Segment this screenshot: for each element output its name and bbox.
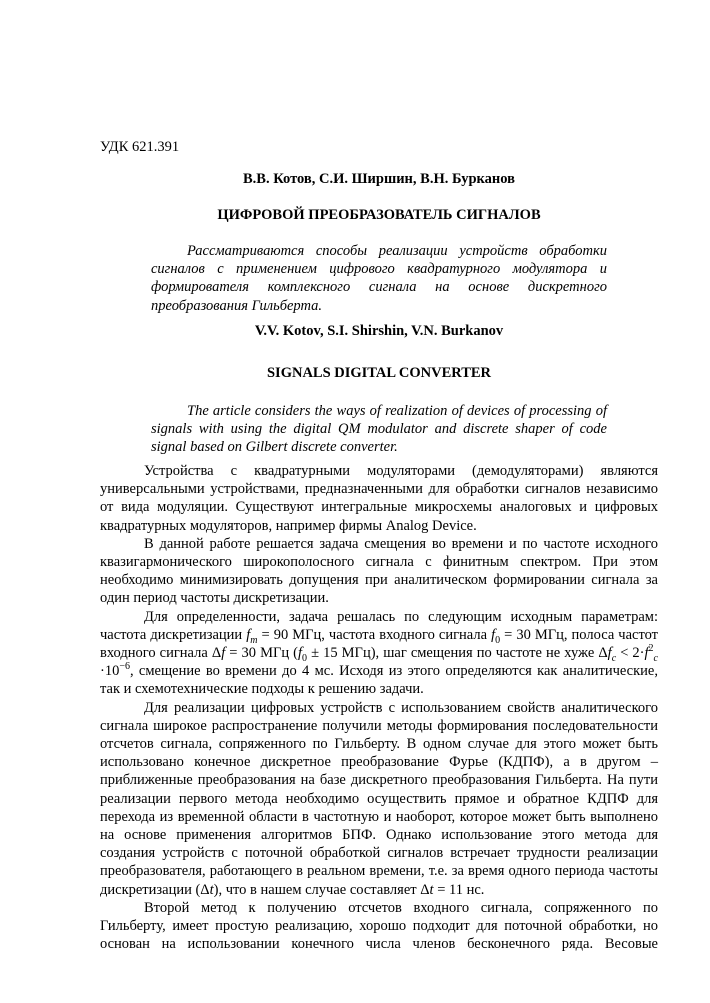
authors-ru: В.В. Котов, С.И. Ширшин, В.Н. Бурканов	[243, 171, 515, 187]
abstract-ru	[151, 242, 607, 315]
paragraph-5: Второй метод к получению отсчетов входного сигнала, сопряженного по Гильберту, имеет простую реализацию, хорошо подходит для поточной обработки, но основан на использовании конечного числа членов бесконечного ряда. Весовые	[100, 899, 658, 953]
paragraph-2: В данной работе решается задача смещения во времени и по частоте исходного квазигармонического широкополосного сигнала с финитным спектром. При этом необходимо минимизировать допущения при аналитическом формировании сигнала за один период частоты дискретизации.	[100, 535, 658, 607]
abstract-en-text: The article considers the ways of realization of devices of processing of signals with using the digital QM modulator and discrete shaper of code signal based on Gilbert discrete converter.	[151, 403, 607, 456]
paragraph-3: Для определенности, задача решалась по следующим исходным параметрам: частота дискретизации $f_m = 90$ МГц, частота входного сигнала $f_0 = 30$ МГц, полоса частот входного сигнала Δf = 30 МГц ($f_0 \pm 15$ МГц), шаг смещения по частоте не хуже $\Delta f_c < 2\cdot f^2_c \cdot 10^{-6}$, смещение во времени до 4 мс. Исходя из этого определяются как аналитические, так и схемотехнические подходы к решению задачи.	[100, 608, 658, 698]
paragraph-1: Устройства с квадратурными модуляторами (демодуляторами) являются универсальными устройствами, предназначенными для обработки сигналов независимо от вида модуляции. Существуют интегральные микросхемы аналоговых и цифровых квадратурных модуляторов, например фирмы Analog Device.	[100, 463, 658, 534]
symbol-f-m: f	[246, 626, 251, 643]
udk-code: УДК 621.391	[100, 139, 180, 155]
title-en: SIGNALS DIGITAL CONVERTER	[266, 365, 492, 381]
body-text	[100, 462, 658, 953]
paragraph-4: Для реализации цифровых устройств с использованием свойств аналитического сигнала широкое распространение получили методы формирования последовательности отсчетов сигнала, сопряженного по Гильберту. В одном случае для этого может быть использовано конечное дискретное преобразование Фурье (КДПФ), а в другом – приближенные преобразования на базе дискретного преобразования Гильберта. На пути реализации первого метода необходимо осуществить прямое и обратное КДПФ для перехода из временной области в частотную и наоборот, которое может быть выполнено на основе применения алгоритмов БПФ. Однако использование этого метода для создания устройств с поточной обработкой сигналов встречает трудности реализации преобразователя, работающего в реальном времени, т.е. за время одного периода частоты дискретизации (Δt), что в нашем случае составляет Δt = 11 нс.	[100, 699, 658, 898]
abstract-en	[151, 402, 607, 457]
abstract-ru-text: Рассматриваются способы реализации устройств обработки сигналов с применением цифрового квадратурного модулятора и формирователя комплексного сигнала на основе дискретного преобразования Гильберта.	[151, 243, 607, 314]
title-ru: ЦИФРОВОЙ ПРЕОБРАЗОВАТЕЛЬ СИГНАЛОВ	[217, 207, 541, 223]
authors-en: V.V. Kotov, S.I. Shirshin, V.N. Burkanov	[254, 323, 504, 339]
